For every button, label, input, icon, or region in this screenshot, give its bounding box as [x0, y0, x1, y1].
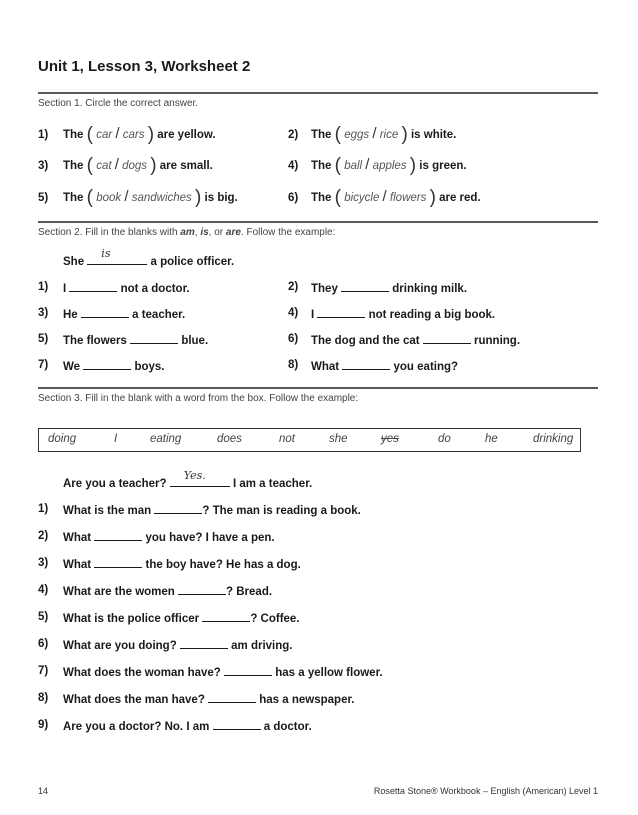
answer-blank [170, 469, 230, 487]
item-number: 2) [38, 530, 49, 542]
item-number: 4) [288, 307, 299, 319]
word-bank-item: eating [150, 433, 182, 445]
item-number: 1) [38, 129, 49, 141]
s3-item-8: What does the man have? has a newspaper. [63, 694, 355, 706]
item-number: 3) [38, 160, 49, 172]
s2-item-7: We boys. [63, 361, 165, 373]
handwritten-answer: Yes. [183, 469, 206, 482]
item-number: 2) [288, 281, 299, 293]
word-bank-item: she [329, 433, 348, 445]
s3-example: Are you a teacher? Yes. I am a teacher. [63, 469, 313, 490]
answer-blank[interactable] [94, 530, 142, 541]
answer-blank[interactable] [423, 333, 471, 344]
s1-item-5: The ( book / sandwiches ) is big. [63, 187, 238, 208]
s1-item-6: The ( bicycle / flowers ) are red. [311, 187, 481, 208]
s1-item-2: The ( eggs / rice ) is white. [311, 124, 457, 145]
page-title: Unit 1, Lesson 3, Worksheet 2 [38, 58, 251, 75]
answer-blank[interactable] [180, 638, 228, 649]
item-number: 1) [38, 281, 49, 293]
option[interactable]: cars [122, 129, 145, 141]
option[interactable]: car [96, 129, 113, 141]
item-number: 7) [38, 665, 49, 677]
option[interactable]: bicycle [344, 192, 380, 204]
answer-blank[interactable] [69, 281, 117, 292]
answer-blank[interactable] [83, 359, 131, 370]
s1-item-1: The ( car / cars ) are yellow. [63, 124, 216, 145]
answer-blank[interactable] [213, 719, 261, 730]
word-bank-item: he [485, 433, 498, 445]
item-number: 8) [288, 359, 299, 371]
section3-instruction: Section 3. Fill in the blank with a word from the box. Follow the example: [38, 393, 359, 404]
option[interactable]: flowers [389, 192, 427, 204]
item-number: 7) [38, 359, 49, 371]
option[interactable]: apples [372, 160, 407, 172]
answer-blank[interactable] [202, 611, 250, 622]
word-bank-item: I [114, 433, 118, 445]
section2-instruction: Section 2. Fill in the blanks with am, is, or are. Follow the example: [38, 227, 336, 238]
s2-item-5: The flowers blue. [63, 335, 209, 347]
answer-blank[interactable] [178, 584, 226, 595]
book-title: Rosetta Stone® Workbook – English (American) Level 1 [373, 786, 598, 796]
s3-item-1: What is the man ? The man is reading a book. [63, 505, 361, 517]
s2-item-6: The dog and the cat running. [311, 335, 521, 347]
word-bank-item-used: yes [381, 433, 399, 445]
option[interactable]: dogs [122, 160, 148, 172]
s1-item-3: The ( cat / dogs ) are small. [63, 155, 213, 176]
option[interactable]: book [96, 192, 122, 204]
item-number: 5) [38, 333, 49, 345]
answer-blank[interactable] [94, 557, 142, 568]
item-number: 6) [288, 333, 299, 345]
s3-item-3: What the boy have? He has a dog. [63, 559, 301, 571]
s3-item-4: What are the women ? Bread. [63, 586, 273, 598]
s2-example: She is a police officer. [63, 247, 235, 268]
answer-blank[interactable] [208, 692, 256, 703]
item-number: 2) [288, 129, 299, 141]
section1-instruction: Section 1. Circle the correct answer. [38, 98, 199, 109]
page-number: 14 [38, 786, 49, 796]
word-bank-item: do [438, 433, 451, 445]
answer-blank [87, 247, 147, 265]
s2-item-1: I not a doctor. [63, 283, 190, 295]
option[interactable]: ball [344, 160, 363, 172]
word-bank-item: doing [48, 433, 77, 445]
s2-item-4: I not reading a big book. [311, 309, 496, 321]
s3-item-7: What does the woman have? has a yellow flower. [63, 667, 383, 679]
item-number: 3) [38, 557, 49, 569]
option[interactable]: sandwiches [131, 192, 192, 204]
option[interactable]: eggs [344, 129, 370, 141]
word-bank-item: drinking [533, 433, 574, 445]
word-bank-item: not [279, 433, 295, 445]
answer-blank[interactable] [154, 503, 202, 514]
divider [38, 387, 598, 389]
item-number: 4) [38, 584, 49, 596]
word-bank-item: does [217, 433, 242, 445]
answer-blank[interactable] [317, 307, 365, 318]
handwritten-answer: is [101, 247, 111, 260]
s2-item-8: What you eating? [311, 361, 459, 373]
item-number: 6) [288, 192, 299, 204]
item-number: 3) [38, 307, 49, 319]
answer-blank[interactable] [341, 281, 389, 292]
s3-item-2: What you have? I have a pen. [63, 532, 275, 544]
answer-blank[interactable] [130, 333, 178, 344]
option[interactable]: cat [96, 160, 112, 172]
item-number: 1) [38, 503, 49, 515]
option[interactable]: rice [379, 129, 399, 141]
answer-blank[interactable] [342, 359, 390, 370]
answer-blank[interactable] [224, 665, 272, 676]
item-number: 6) [38, 638, 49, 650]
item-number: 5) [38, 192, 49, 204]
s2-item-2: They drinking milk. [311, 283, 468, 295]
divider [38, 92, 598, 94]
s3-item-6: What are you doing? am driving. [63, 640, 293, 652]
s3-item-9: Are you a doctor? No. I am a doctor. [63, 721, 312, 733]
word-bank [38, 428, 581, 452]
item-number: 9) [38, 719, 49, 731]
item-number: 4) [288, 160, 299, 172]
s1-item-4: The ( ball / apples ) is green. [311, 155, 467, 176]
item-number: 8) [38, 692, 49, 704]
s3-item-5: What is the police officer ? Coffee. [63, 613, 300, 625]
item-number: 5) [38, 611, 49, 623]
answer-blank[interactable] [81, 307, 129, 318]
divider [38, 221, 598, 223]
s2-item-3: He a teacher. [63, 309, 186, 321]
